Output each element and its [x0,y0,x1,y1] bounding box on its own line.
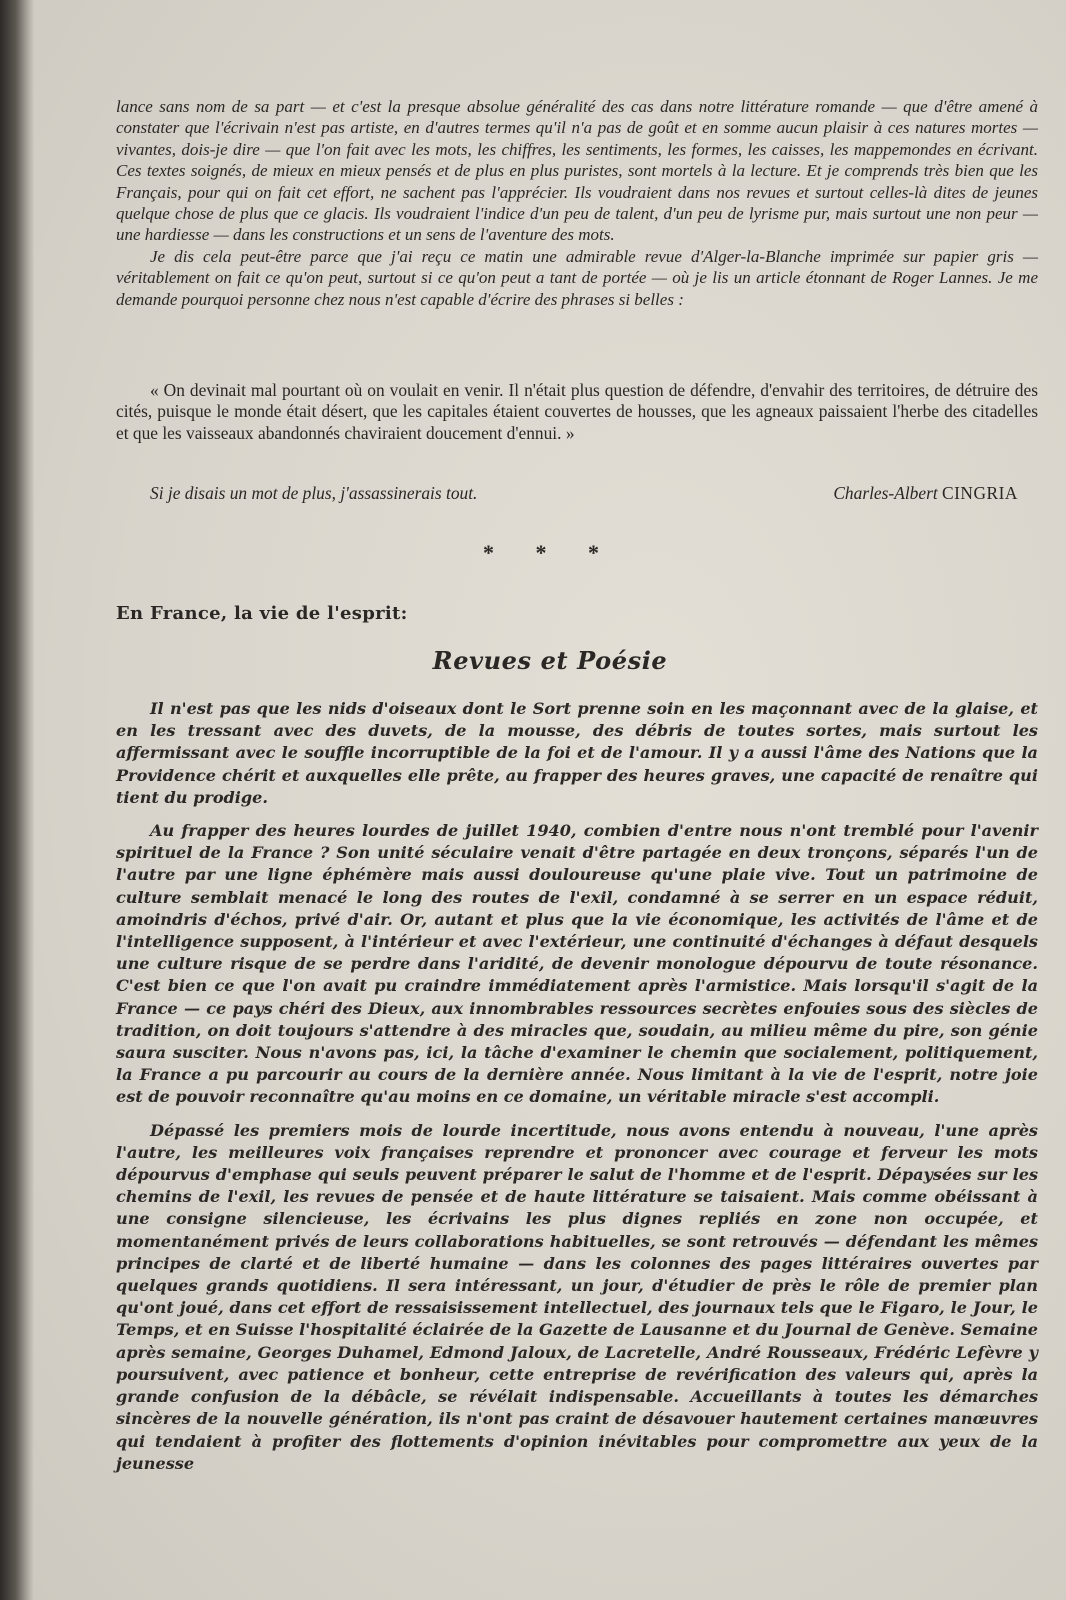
section-kicker: En France, la vie de l'esprit: [116,603,408,624]
article-paragraph: Il n'est pas que les nids d'oiseaux dont le Sort prenne soin en les maçonnant avec de la glaise, et en les tressant avec des duvets, de la mousse, des débris de toutes sortes, mais surtout les affermissant avec le souffle incorruptible de la foi et de l'amour. Il y a aussi l'âme des Nations que la Providence chérit et auxquelles elle prête, au frapper des heures graves, une capacité de renaître qui tient du prodige. [116,699,1038,807]
author-first-names: Charles-Albert [833,483,938,503]
quotation-text: « On devinait mal pourtant où on voulait en venir. Il n'était plus question de défendre, d'envahir des territoires, de détruire des cités, puisque le monde était désert, que les capitales étaient couvertes de housses, que les agneaux paissaient l'herbe des citadelles et que les vaisseaux abandonnés chaviraient doucement d'ennui. » [116,380,1038,443]
article-paragraph: Au frapper des heures lourdes de juillet 1940, combien d'entre nous n'ont tremblé pour l'avenir spirituel de la France ? Son unité séculaire venait d'être partagée en deux tronçons, séparés l'un de l'autre par une ligne éphémère mais aussi douloureuse qu'une plaie vive. Tout un patrimoine de culture semblait menacé le long des routes de l'exil, condamné à se serrer en un espace réduit, amoindris d'échos, privé d'air. Or, autant et plus que la vie économique, les activités de l'âme et de l'intelligence supposent, à l'intérieur et avec l'extérieur, une continuité d'échanges à défaut desquels une culture risque de se perdre dans l'aridité, de devenir monologue dépourvu de toute résonance. C'est bien ce que l'on avait pu craindre immédiatement après l'armistice. Mais lorsqu'il s'agit de la France — ce pays chéri des Dieux, aux innombrables ressources secrètes enfouies sous des siècles de tradition, on doit toujours s'attendre à des miracles que, soudain, au milieu même du pire, son génie saura susciter. Nous n'avons pas, ici, la tâche d'examiner le chemin que socialement, politiquement, la France a pu parcourir au cours de la dernière année. Nous limitant à la vie de l'esprit, notre joie est de pouvoir reconnaître qu'au moins en ce domaine, un véritable miracle s'est accompli. [116,821,1038,1107]
quotation [116,380,1038,444]
article-paragraph: Dépassé les premiers mois de lourde incertitude, nous avons entendu à nouveau, l'une après l'autre, les meilleures voix françaises reprendre et prononcer avec courage et ferveur les mots dépourvus d'emphase qui seuls peuvent préparer le salut de l'homme et de l'esprit. Dépaysées sur les chemins de l'exil, les revues de pensée et de haute littérature se taisaient. Mais comme obéissant à une consigne silencieuse, les écrivains les plus dignes repliés en zone non occupée, et momentanément privés de leurs collaborations habituelles, se sont retrouvés — défendant les mêmes principes de clarté et de liberté humaine — dans les colonnes des pages littéraires ouvertes par quelques grands quotidiens. Il sera intéressant, un jour, d'étudier de près le rôle de premier plan qu'ont joué, dans cet effort de ressaisissement intellectuel, des journaux tels que le Figaro, le Jour, le Temps, et en Suisse l'hospitalité éclairée de la Gazette de Lausanne et du Journal de Genève. Semaine après semaine, Georges Duhamel, Edmond Jaloux, de Lacretelle, André Rousseaux, Frédéric Lefèvre y poursuivent, avec patience et bonheur, cette entreprise de revérification des valeurs qui, après la grande confusion de la débâcle, se révélait indispensable. Accueillants à toutes les démarches sincères de la nouvelle génération, ils n'ont pas craint de désavouer hautement certaines manœuvres qui tendaient à profiter des flottements d'opinion inévitables pour compromettre aux yeux de la jeunesse [116,1120,1038,1473]
book-spine-shadow [0,0,34,1600]
section-title: Revues et Poésie [432,646,668,675]
section-separator: * * * [483,540,617,565]
author-signature [833,483,1038,504]
opening-text [116,96,1038,310]
book-page [34,0,1066,1600]
article-body [116,698,1038,1486]
lannes-paragraph: Je dis cela peut-être parce que j'ai reçu ce matin une admirable revue d'Alger-la-Blanche imprimée sur papier gris — véritablement on fait ce qu'on peut, surtout si ce qu'on peut a tant de portée — où je lis un article étonnant de Roger Lannes. Je me demande pourquoi personne chez nous n'est capable d'écrire des phrases si belles : [116,246,1038,309]
continued-paragraph: lance sans nom de sa part — et c'est la presque absolue généralité des cas dans notre littérature romande — que d'être amené à constater que l'écrivain n'est pas artiste, en d'autres termes qu'il n'a pas de goût et en somme aucun plaisir à ces natures mortes — vivantes, dois-je dire — que l'on fait avec les mots, les chiffres, les sentiments, les formes, les caisses, les mappemondes en écrivant. Ces textes soignés, de mieux en mieux pensés et de plus en plus puristes, sont mortels à la lecture. Et je comprends très bien que les Français, pour qui on fait cet effort, ne sachent pas l'apprécier. Ils voudraient dans nos revues et surtout celles-là dites de jeunes quelque chose de plus que ce glacis. Ils voudraient l'indice d'un peu de talent, d'un peu de lyrisme pur, mais surtout une non peur — une hardiesse — dans les constructions et un sens de l'aventure des mots. [116,97,1038,245]
author-surname: CINGRIA [942,483,1018,503]
signature-line [116,483,1038,504]
closing-sentence: Si je disais un mot de plus, j'assassinerais tout. [150,483,478,503]
